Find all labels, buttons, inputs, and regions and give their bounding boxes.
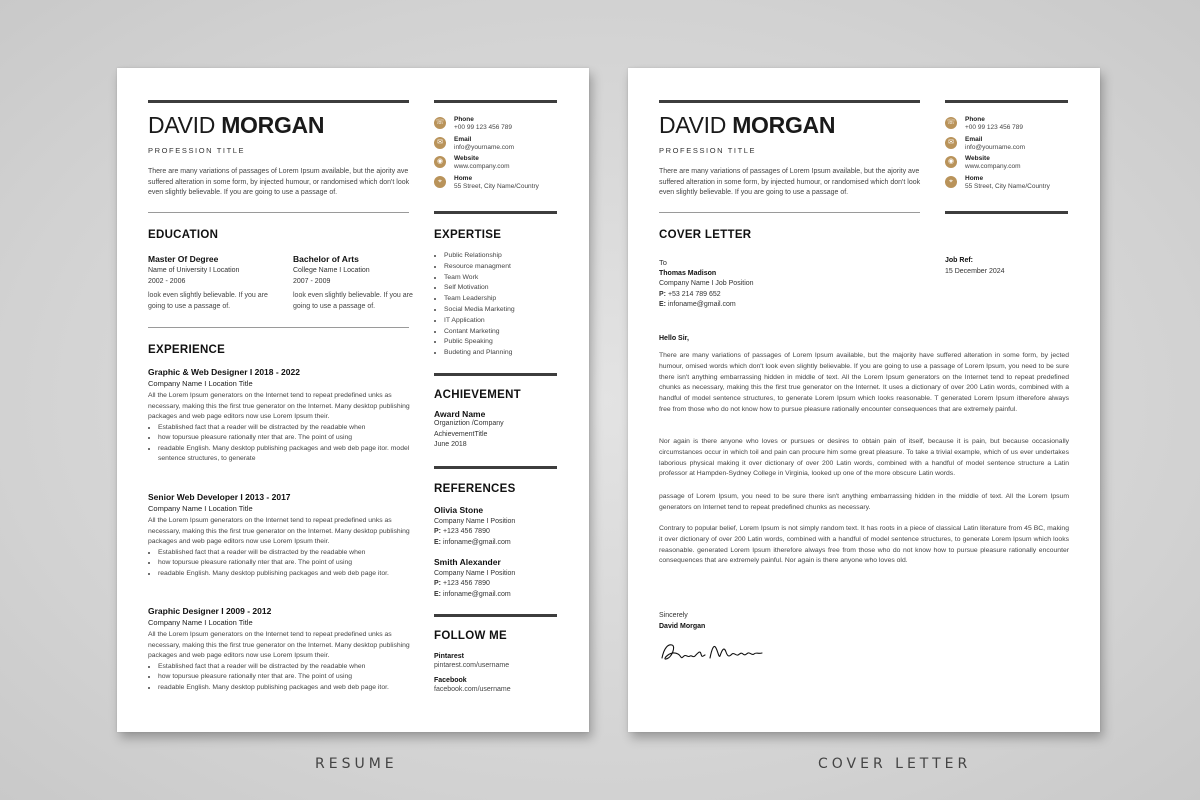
achievement-heading: ACHIEVEMENT bbox=[434, 389, 522, 401]
profession-title: PROFESSION TITLE bbox=[659, 146, 757, 155]
summary-divider bbox=[659, 212, 920, 213]
list-item: • Public Relationship bbox=[444, 251, 515, 262]
signature-image bbox=[658, 636, 778, 668]
list-item: • Team Leadership bbox=[444, 294, 515, 305]
references-heading: REFERENCES bbox=[434, 483, 516, 495]
experience-heading: EXPERIENCE bbox=[148, 344, 226, 356]
phone-value: +53 214 789 652 bbox=[667, 290, 721, 298]
job-company: Company Name I Location Title bbox=[148, 379, 253, 388]
contact-item-phone bbox=[434, 116, 564, 136]
letter-paragraph: Nor again is there anyone who loves or pursues or desires to obtain pain of itself, because it is pain, but because occasionally circumstances occur in which toil and pain can procure him some great pleasure. To take a trivial example, which of us ever undertakes laborious physical making it over dictionary of over 200 Latin words, combined with a handful of model sentence structure a Latin professor at Hampden-Sydney College in Virginia, looked up one of the more obscure Latin words. bbox=[659, 438, 1069, 478]
award-org: Organiztion /Company bbox=[434, 420, 504, 427]
list-item: • how topursue pleasure rationally nter that are. The point of using bbox=[158, 672, 412, 683]
email-icon: ✉ bbox=[945, 137, 957, 149]
award-name: Award Name bbox=[434, 409, 486, 419]
cover-letter-caption: COVER LETTER bbox=[818, 756, 972, 772]
list-item: • readable English. Many desktop publishing packages and web deb page itor. model sentence structures, to generate bbox=[158, 444, 412, 465]
phone-label: P: bbox=[434, 580, 441, 587]
summary-text: There are many variations of passages of Lorem Ipsum available, but the ajority ave suffered alteration in some form, by injected humour, or randomised which don't look even slightly believable. If you are going to use a passage of. bbox=[148, 168, 410, 196]
education-divider bbox=[148, 327, 409, 328]
first-name: DAVID bbox=[659, 112, 727, 138]
list-item: • Public Speaking bbox=[444, 337, 515, 348]
letter-paragraph: There are many variations of passages of Lorem Ipsum available, but the majority have suffered alteration in some form, by jected humour, omised words which don't look even slightly believable. If you are going to use a passage of Lorem Ipsum, you need to be sure there isn't anything embarrassing hidden in middle of text. All the Lorem Ipsum generators on the Internet tend to repeat predefined chunks as necessary, making this the first true generator on the Internet. It uses a dictionary of over 200 Latin words, combined with a handful of model sentence structures, to generate Lorem Ipsum which looks reasonable. T generated Lorem Ipsum itherefore always free from those who do not know how to pursue pleasure rationally encounter consequences that are extremely painful. bbox=[659, 352, 1069, 413]
contact-label: Phone bbox=[965, 116, 985, 123]
education-desc: look even slightly believable. If you are going to use a passage of. bbox=[293, 292, 413, 310]
follow-heading: FOLLOW ME bbox=[434, 630, 507, 642]
contact-value: info@yourname.com bbox=[454, 143, 515, 151]
contact-bottom-rule bbox=[945, 211, 1068, 214]
contact-top-rule bbox=[945, 100, 1068, 103]
recipient-block bbox=[659, 258, 754, 311]
degree-title: Master Of Degree bbox=[148, 254, 219, 264]
expertise-heading: EXPERTISE bbox=[434, 229, 502, 241]
reference-item bbox=[434, 505, 515, 548]
education-heading: EDUCATION bbox=[148, 229, 219, 241]
contact-value: www.company.com bbox=[965, 163, 1021, 170]
section-rule bbox=[434, 466, 557, 469]
award-title: AchievementTitle bbox=[434, 430, 488, 438]
profession-title: PROFESSION TITLE bbox=[148, 146, 246, 155]
education-item bbox=[293, 254, 419, 312]
summary-divider bbox=[148, 212, 409, 213]
job-ref-label: Job Ref: bbox=[945, 257, 973, 264]
letter-paragraph: Contrary to popular belief, Lorem Ipsum is not simply random text. It has roots in a piece of classical Latin literature from 45 BC, making it over dictionary of over 200 Latin words, combined with a handful of model sentence structures, to generate Lorem Ipsum which looks reasonable. generated Lorem Ipsum itherefore always free from those who do not know how to pursue pleasure rationally encounter consequences that are extremely painful. Nor again is there anyone who loves old. bbox=[659, 525, 1069, 565]
job-bullets bbox=[148, 662, 412, 694]
list-item: • Team Work bbox=[444, 273, 515, 284]
email-label: E: bbox=[659, 301, 666, 308]
contact-bottom-rule bbox=[434, 211, 557, 214]
resume-caption: RESUME bbox=[315, 756, 398, 772]
contact-value: +00 99 123 456 789 bbox=[454, 124, 513, 131]
list-item: • Established fact that a reader will be distracted by the readable when bbox=[158, 548, 412, 559]
last-name: MORGAN bbox=[221, 112, 325, 138]
list-item: • how topursue pleasure rationally nter that are. The point of using bbox=[158, 558, 412, 569]
contact-label: Website bbox=[965, 155, 990, 162]
signer-name: David Morgan bbox=[659, 622, 706, 630]
email-value: infoname@gmail.com bbox=[442, 538, 511, 546]
globe-icon: ◉ bbox=[945, 156, 957, 168]
cover-letter-page bbox=[628, 68, 1100, 732]
list-item: • Self Motivation bbox=[444, 283, 515, 294]
email-value: infoname@gmail.com bbox=[442, 590, 511, 598]
education-desc: look even slightly believable. If you are going to use a passage of. bbox=[148, 292, 268, 310]
phone-label: P: bbox=[434, 528, 441, 535]
closing-text: Sincerely bbox=[659, 612, 688, 619]
contact-item-website bbox=[945, 155, 1075, 175]
social-network: Facebook bbox=[434, 677, 467, 684]
recipient-email bbox=[659, 300, 754, 311]
phone-value: +123 456 7890 bbox=[442, 580, 490, 587]
list-item: • Established fact that a reader will be distracted by the readable when bbox=[158, 423, 412, 434]
list-item: • Established fact that a reader will be distracted by the readable when bbox=[158, 662, 412, 673]
contact-item-home bbox=[434, 175, 564, 195]
job-desc: All the Lorem Ipsum generators on the Internet tend to repeat predefined unks as necessary, making this the first true generator on the Internet. Many desktop publishing packages and web page editors now use Lorem Ipsum their. bbox=[148, 392, 410, 420]
contact-item-email bbox=[434, 136, 564, 156]
list-item: • IT Application bbox=[444, 316, 515, 327]
experience-item bbox=[148, 606, 412, 693]
recipient-company: Company Name I Job Position bbox=[659, 280, 754, 287]
location-pin-icon: ⌖ bbox=[434, 176, 446, 188]
last-name: MORGAN bbox=[732, 112, 836, 138]
cover-name bbox=[659, 112, 835, 139]
expertise-list bbox=[434, 251, 515, 359]
greeting: Hello Sir, bbox=[659, 335, 689, 342]
reference-phone bbox=[434, 527, 515, 538]
social-link[interactable]: facebook.com/username bbox=[434, 686, 511, 693]
contact-item-home bbox=[945, 175, 1075, 195]
contact-label: Home bbox=[965, 174, 984, 182]
summary-text: There are many variations of passages of Lorem Ipsum available, but the ajority ave suffered alteration in some form, by injected humour, or randomised which don't look even slightly believable. If you are going to use a passage of. bbox=[659, 168, 921, 196]
job-company: Company Name I Location Title bbox=[148, 618, 253, 627]
resume-name bbox=[148, 112, 324, 139]
contact-value: info@yourname.com bbox=[965, 143, 1026, 151]
reference-phone bbox=[434, 579, 515, 590]
resume-page bbox=[117, 68, 589, 732]
contact-block bbox=[945, 116, 1075, 194]
job-title: Graphic & Web Designer I 2018 - 2022 bbox=[148, 367, 300, 377]
education-item bbox=[148, 254, 274, 312]
job-desc: All the Lorem Ipsum generators on the Internet tend to repeat predefined unks as necessary, making this the first true generator on the Internet. Many desktop publishing packages and web page editors now use Lorem Ipsum their. bbox=[148, 631, 410, 659]
list-item: • readable English. Many desktop publishing packages and web deb page itor. bbox=[158, 569, 412, 580]
social-links bbox=[434, 653, 511, 701]
school-name: College Name I Location bbox=[293, 267, 370, 274]
award-date: June 2018 bbox=[434, 441, 467, 448]
reference-item bbox=[434, 557, 515, 600]
social-link[interactable]: pintarest.com/username bbox=[434, 662, 510, 669]
job-bullets bbox=[148, 548, 412, 580]
phone-icon: ☏ bbox=[945, 117, 957, 129]
contact-value: 55 Street, City Name/Country bbox=[454, 182, 539, 190]
job-desc: All the Lorem Ipsum generators on the Internet tend to repeat predefined unks as necessary, making this the first true generator on the Internet. Many desktop publishing packages and web page editors now use Lorem Ipsum their. bbox=[148, 517, 410, 545]
job-title: Senior Web Developer I 2013 - 2017 bbox=[148, 492, 291, 502]
cover-letter-heading: COVER LETTER bbox=[659, 229, 752, 241]
degree-title: Bachelor of Arts bbox=[293, 254, 359, 264]
experience-item bbox=[148, 367, 412, 465]
email-label: E: bbox=[434, 538, 441, 546]
reference-company: Company Name I Position bbox=[434, 517, 516, 525]
letter-date: 15 December 2024 bbox=[945, 267, 1005, 275]
email-value: infoname@gmail.com bbox=[667, 301, 736, 308]
list-item: • Social Media Marketing bbox=[444, 305, 515, 316]
email-icon: ✉ bbox=[434, 137, 446, 149]
location-pin-icon: ⌖ bbox=[945, 176, 957, 188]
email-label: E: bbox=[434, 590, 441, 598]
letter-paragraph: passage of Lorem Ipsum, you need to be sure there isn't anything embarrassing hidden in the middle of text. All the Lorem Ipsum generators on Internet tend to repeat predefined chunks as necessary. bbox=[659, 493, 1069, 511]
first-name: DAVID bbox=[148, 112, 216, 138]
header-rule bbox=[148, 100, 409, 103]
recipient-name: Thomas Madison bbox=[659, 269, 717, 277]
globe-icon: ◉ bbox=[434, 156, 446, 168]
recipient-phone bbox=[659, 290, 754, 301]
contact-value: 55 Street, City Name/Country bbox=[965, 182, 1050, 190]
job-ref-block bbox=[945, 256, 1005, 277]
job-company: Company Name I Location Title bbox=[148, 504, 253, 513]
job-bullets bbox=[148, 423, 412, 465]
experience-item bbox=[148, 492, 412, 579]
achievement-item bbox=[434, 409, 504, 451]
contact-item-email bbox=[945, 136, 1075, 156]
reference-name: Olivia Stone bbox=[434, 505, 484, 515]
contact-item-phone bbox=[945, 116, 1075, 136]
social-network: Pintarest bbox=[434, 653, 464, 660]
contact-label: Home bbox=[454, 174, 473, 182]
reference-company: Company Name I Position bbox=[434, 569, 516, 577]
contact-value: +00 99 123 456 789 bbox=[965, 124, 1024, 131]
section-rule bbox=[434, 373, 557, 376]
school-years: 2002 - 2006 bbox=[148, 277, 186, 285]
to-label: To bbox=[659, 258, 667, 267]
phone-icon: ☏ bbox=[434, 117, 446, 129]
reference-name: Smith Alexander bbox=[434, 557, 501, 567]
school-years: 2007 - 2009 bbox=[293, 277, 331, 285]
closing-block bbox=[659, 611, 705, 632]
list-item: • Resource managment bbox=[444, 262, 515, 273]
list-item: • Budeting and Planning bbox=[444, 348, 515, 359]
header-rule bbox=[659, 100, 920, 103]
contact-value: www.company.com bbox=[454, 163, 510, 170]
contact-label: Phone bbox=[454, 116, 474, 123]
list-item: • readable English. Many desktop publishing packages and web deb page itor. bbox=[158, 683, 412, 694]
phone-value: +123 456 7890 bbox=[442, 528, 490, 535]
section-rule bbox=[434, 614, 557, 617]
contact-label: Email bbox=[965, 135, 983, 143]
contact-block bbox=[434, 116, 564, 194]
phone-label: P: bbox=[659, 290, 666, 298]
list-item: • Contant Marketing bbox=[444, 327, 515, 338]
contact-item-website bbox=[434, 155, 564, 175]
job-title: Graphic Designer I 2009 - 2012 bbox=[148, 606, 272, 616]
contact-top-rule bbox=[434, 100, 557, 103]
reference-email bbox=[434, 590, 515, 601]
school-name: Name of University I Location bbox=[148, 267, 240, 274]
contact-label: Email bbox=[454, 135, 472, 143]
list-item: • how topursue pleasure rationally nter that are. The point of using bbox=[158, 433, 412, 444]
reference-email bbox=[434, 538, 515, 549]
contact-label: Website bbox=[454, 155, 479, 162]
